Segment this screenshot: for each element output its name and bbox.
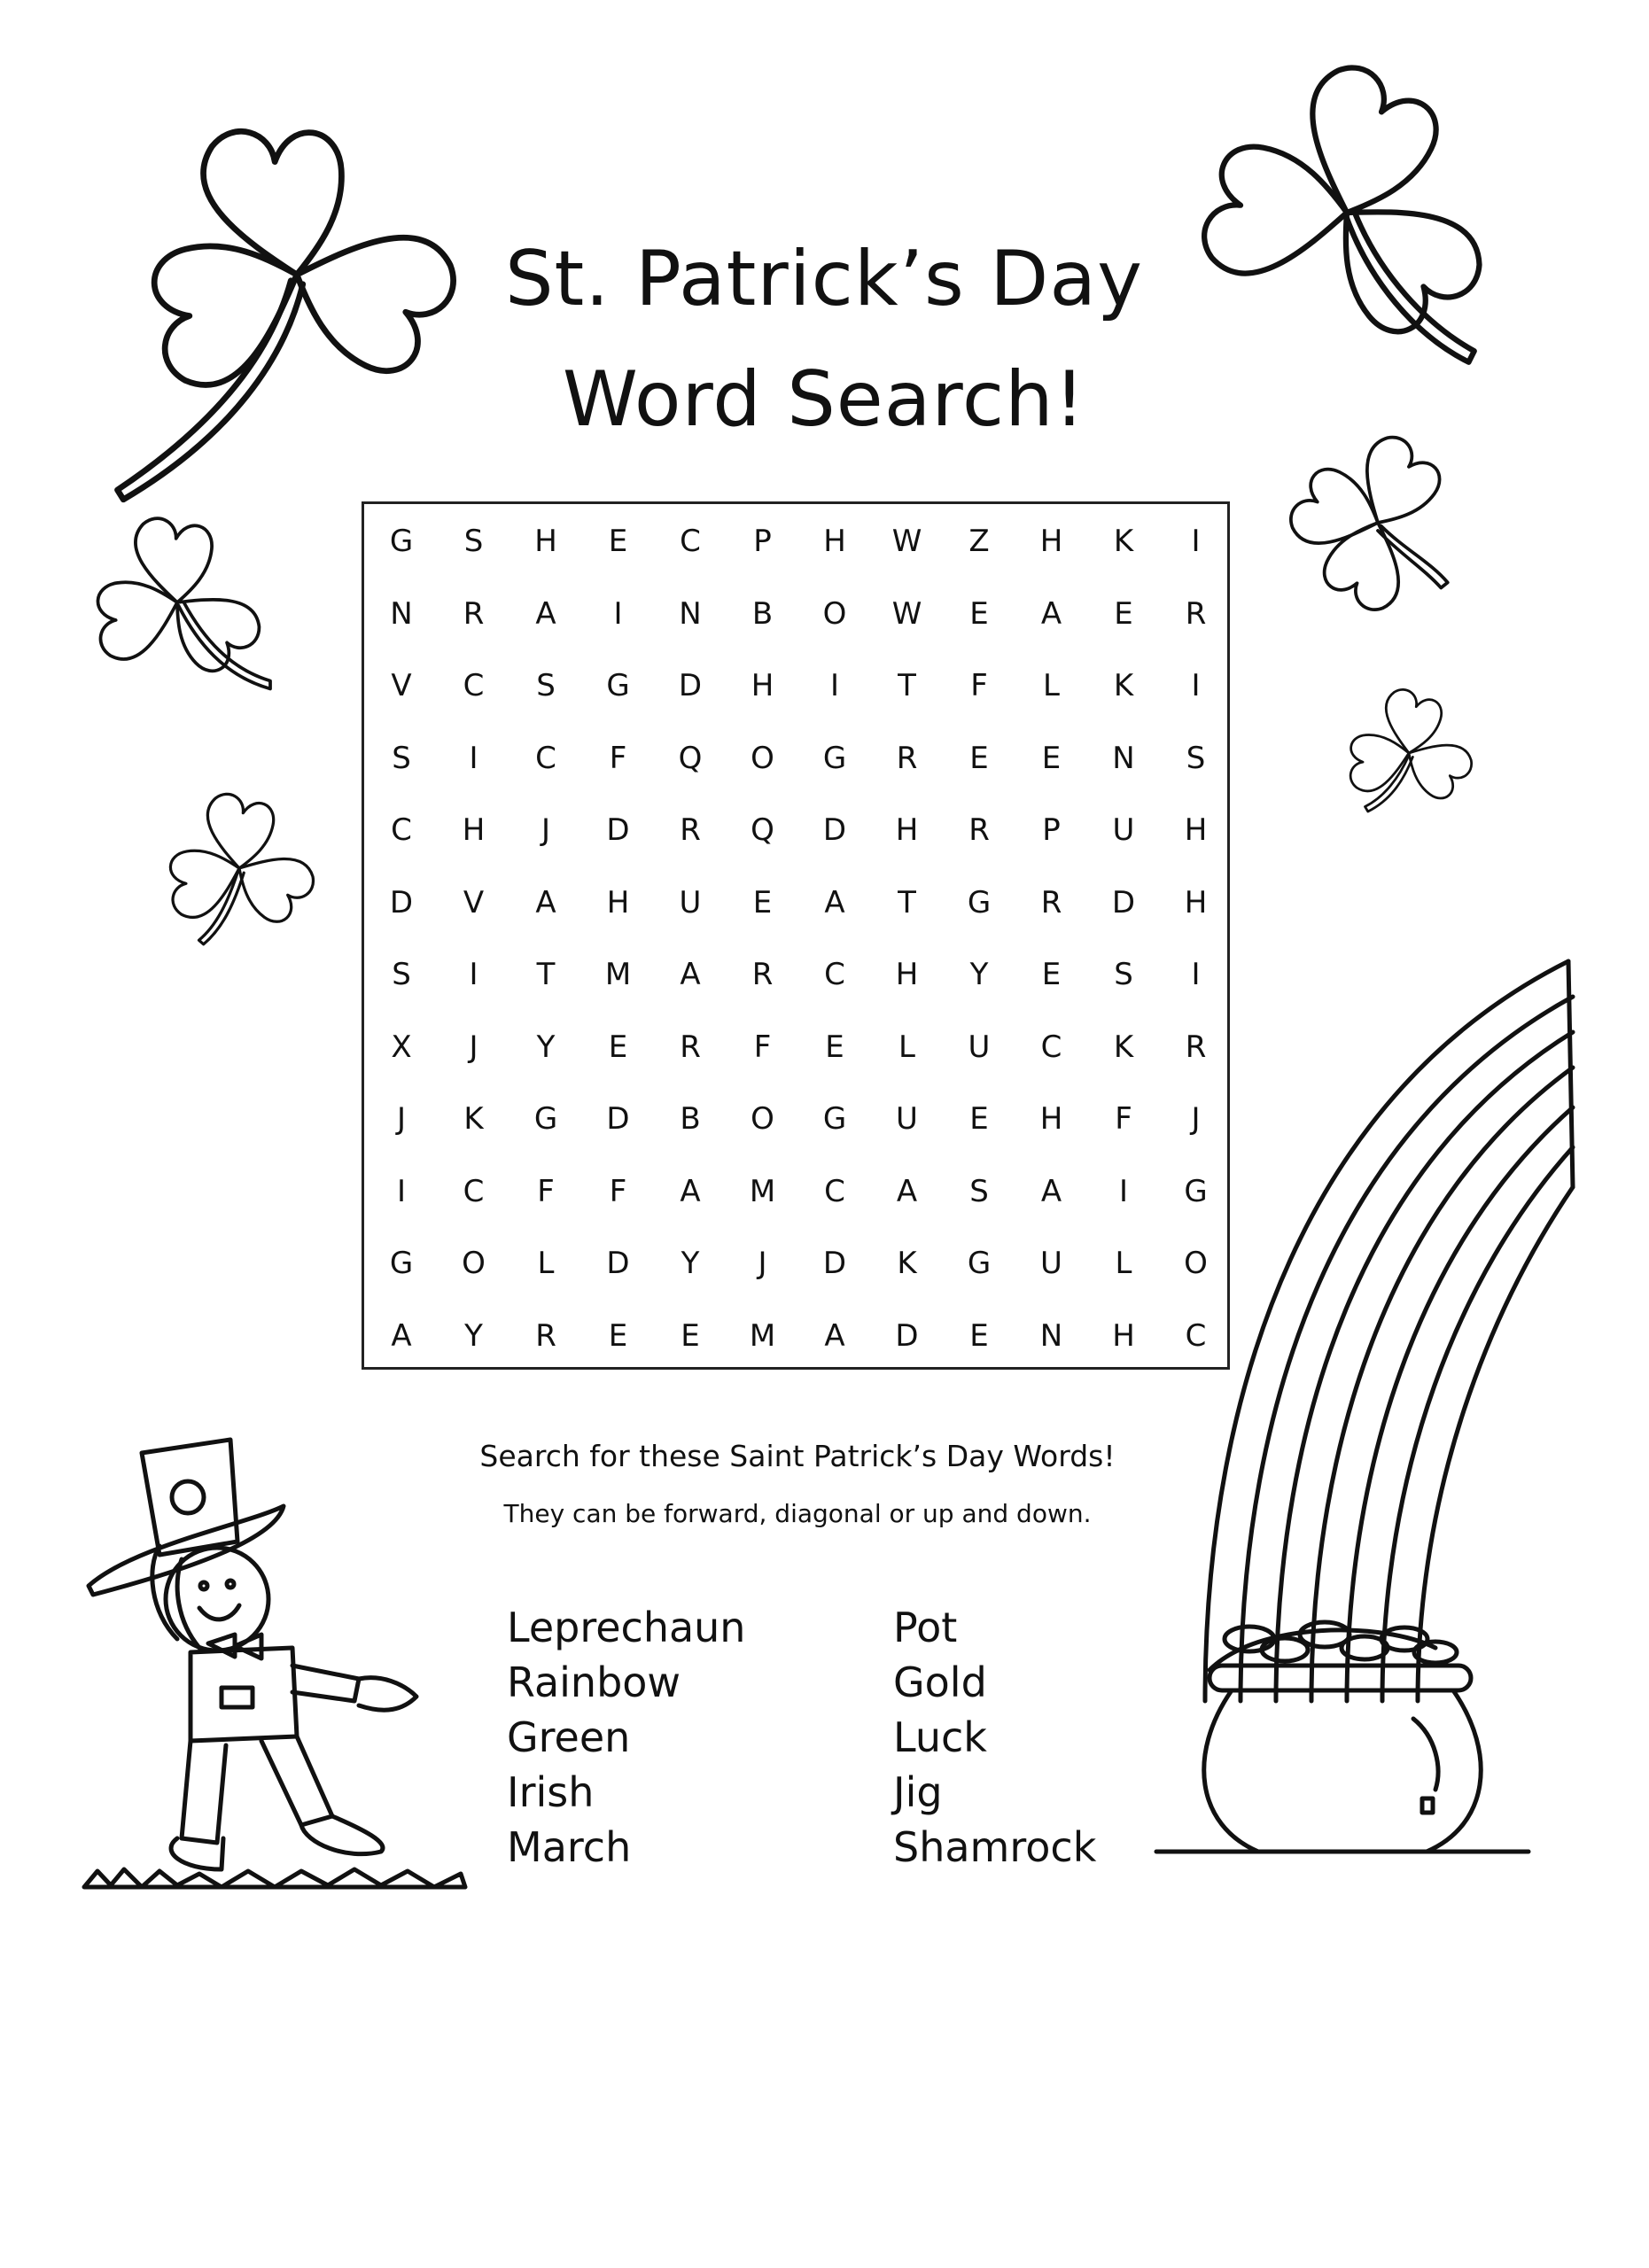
grid-row [364,1300,1227,1372]
grid-cell[interactable]: G [822,740,847,776]
grid-cell[interactable]: H [1112,1317,1135,1354]
grid-cell[interactable]: O [751,1101,774,1137]
grid-cell[interactable]: M [749,1173,776,1209]
grid-cell[interactable]: R [751,957,774,992]
grid-cell[interactable]: J [396,1101,407,1137]
grid-row [364,794,1227,866]
grid-cell[interactable]: D [895,1317,919,1354]
grid-cell[interactable]: S [1114,957,1133,992]
grid-cell[interactable]: A [824,884,845,920]
grid-cell[interactable]: I [469,740,478,776]
grid-cell[interactable]: A [824,1317,845,1354]
grid-cell[interactable]: L [537,1246,555,1281]
word-list-item: Green [507,1713,631,1761]
grid-cell[interactable]: U [1040,1246,1062,1281]
grid-cell[interactable]: D [822,1246,847,1281]
grid-cell[interactable]: C [463,668,485,703]
shamrock-icon [1287,431,1450,613]
grid-cell[interactable]: M [749,1317,776,1354]
grid-cell[interactable]: H [1184,812,1208,848]
grid-cell[interactable]: H [823,524,846,559]
shamrock-icon [80,509,270,688]
grid-cell[interactable]: N [679,595,702,632]
grid-cell[interactable]: G [389,1246,414,1281]
grid-cell[interactable]: B [680,1101,701,1137]
grid-cell[interactable]: E [681,1317,700,1354]
grid-cell[interactable]: G [967,1246,992,1281]
word-search-grid [362,501,1230,1370]
grid-cell[interactable]: V [391,668,412,703]
grid-cell[interactable]: E [608,1029,628,1065]
grid-cell[interactable]: N [390,595,413,632]
grid-cell[interactable]: J [758,1246,767,1281]
grid-cell[interactable]: E [1041,740,1062,776]
grid-cell[interactable]: D [389,884,414,920]
shamrock-icon [118,101,461,500]
grid-cell[interactable]: C [391,812,412,848]
grid-cell[interactable]: Z [968,524,990,559]
grid-cell[interactable]: Y [681,1246,700,1281]
grid-cell[interactable]: A [1040,1173,1062,1209]
grid-cell[interactable]: G [389,524,414,559]
title-line-2: Word Search! [562,355,1086,444]
grid-cell[interactable]: C [824,957,845,992]
grid-cell[interactable]: Q [678,740,703,776]
grid-cell[interactable]: O [751,740,774,776]
grid-cell[interactable]: X [391,1029,412,1065]
grid-cell[interactable]: T [898,884,916,920]
grid-cell[interactable]: I [1118,1173,1129,1209]
grid-cell[interactable]: D [606,1246,630,1281]
grid-cell[interactable]: B [751,595,774,632]
grid-cell[interactable]: U [1112,812,1135,848]
grid-cell[interactable]: H [895,812,919,848]
grid-cell[interactable]: E [608,524,628,559]
grid-cell[interactable]: E [1114,595,1133,632]
grid-cell[interactable]: R [1185,595,1207,632]
instructions-heading: Search for these Saint Patrick’s Day Words! [479,1439,1116,1473]
grid-cell[interactable]: E [752,884,773,920]
pot-of-gold-icon [1156,1622,1528,1852]
grid-cell[interactable]: U [896,1101,918,1137]
grid-cell[interactable]: H [1184,884,1208,920]
grid-cell[interactable]: D [1111,884,1136,920]
grid-cell[interactable]: A [535,884,556,920]
grid-cell[interactable]: C [463,1173,485,1209]
word-list-item: March [507,1823,632,1871]
grid-cell[interactable]: H [1039,1101,1063,1137]
grid-cell[interactable]: D [822,812,847,848]
grid-cell[interactable]: O [1184,1246,1208,1281]
grid-cell[interactable]: H [606,884,630,920]
grid-cell[interactable]: E [969,1317,989,1354]
grid-cell[interactable]: F [1115,1101,1132,1137]
grid-cell[interactable]: N [1112,740,1135,776]
grid-cell[interactable]: K [463,1101,484,1137]
word-list-item: Rainbow [507,1658,681,1706]
grid-cell[interactable]: S [969,1173,989,1209]
grid-cell[interactable]: L [898,1029,915,1065]
grid-cell[interactable]: J [469,1029,478,1065]
grid-cell[interactable]: J [1191,1101,1201,1137]
title-line-1: St. Patrick’s Day [504,235,1144,323]
grid-cell[interactable]: P [753,524,772,559]
grid-row [364,578,1227,650]
grid-row [364,1083,1227,1155]
grid-cell[interactable]: O [822,595,847,632]
grid-cell[interactable]: C [1185,1317,1207,1354]
grid-cell[interactable]: L [1043,668,1060,703]
grid-cell[interactable]: Q [751,812,774,848]
grid-cell[interactable]: R [968,812,990,848]
grid-cell[interactable]: H [534,524,557,559]
word-list-item: Leprechaun [507,1604,746,1651]
grid-cell[interactable]: R [680,1029,701,1065]
word-list-item: Pot [893,1604,958,1651]
grid-cell[interactable]: R [896,740,918,776]
grid-cell[interactable]: G [533,1101,558,1137]
grid-cell[interactable]: M [604,957,632,992]
grid-cell[interactable]: K [1113,524,1134,559]
grid-cell[interactable]: E [969,595,989,632]
word-list-column-2 [893,1600,1096,1875]
grid-cell[interactable]: I [1191,957,1201,992]
grid-row [364,505,1227,578]
grid-cell[interactable]: A [896,1173,918,1209]
grid-row [364,649,1227,722]
grid-cell[interactable]: A [535,595,556,632]
word-list-item: Shamrock [893,1823,1097,1871]
shamrock-icon [155,790,319,944]
grid-cell[interactable]: F [609,1173,627,1209]
grid-cell[interactable]: C [535,740,556,776]
grid-cell[interactable]: O [462,1246,486,1281]
grid-cell[interactable]: C [680,524,701,559]
grid-cell[interactable]: K [897,1246,917,1281]
grid-cell[interactable]: G [1184,1173,1208,1209]
grid-cell[interactable]: T [898,668,916,703]
grid-row [364,1227,1227,1300]
grid-cell[interactable]: G [967,884,992,920]
grid-cell[interactable]: D [606,812,630,848]
grid-cell[interactable]: E [1041,957,1062,992]
grid-cell[interactable]: C [1040,1029,1062,1065]
grid-cell[interactable]: A [1040,595,1062,632]
grid-cell[interactable]: I [1191,668,1201,703]
grid-cell[interactable]: J [541,812,551,848]
grid-cell[interactable]: P [1042,812,1061,848]
grid-cell[interactable]: W [891,595,922,632]
grid-cell[interactable]: I [1191,524,1201,559]
grid-cell[interactable]: H [462,812,486,848]
grid-cell[interactable]: E [969,1101,989,1137]
shamrock-icon [1338,689,1476,812]
word-list-item: Irish [507,1768,595,1816]
grid-cell[interactable]: T [536,957,556,992]
grid-cell[interactable]: K [1113,668,1134,703]
grid-cell[interactable]: F [537,1173,555,1209]
rainbow-icon [1205,961,1573,1701]
grid-cell[interactable]: L [1115,1246,1132,1281]
grid-cell[interactable]: C [824,1173,845,1209]
shamrock-icon [1197,62,1495,362]
grid-cell[interactable]: R [680,812,701,848]
grid-cell[interactable]: F [609,740,627,776]
word-list-column-1 [507,1600,745,1875]
word-list-item: Gold [893,1658,987,1706]
grid-cell[interactable]: E [608,1317,628,1354]
grid-cell[interactable]: F [970,668,988,703]
grid-cell[interactable]: U [679,884,702,920]
grid-cell[interactable]: N [1039,1317,1063,1354]
grid-cell[interactable]: Y [536,1029,556,1065]
grid-cell[interactable]: A [680,1173,701,1209]
grid-cell[interactable]: D [606,1101,630,1137]
word-list-item: Luck [893,1713,987,1761]
grid-cell[interactable]: U [968,1029,991,1065]
grid-cell[interactable]: I [396,1173,407,1209]
grid-row [364,938,1227,1011]
grid-cell[interactable]: S [536,668,556,703]
grid-cell[interactable]: S [392,740,411,776]
grid-cell[interactable]: V [463,884,485,920]
grid-cell[interactable]: I [613,595,623,632]
grid-cell[interactable]: H [751,668,774,703]
grid-cell[interactable]: I [829,668,840,703]
grid-cell[interactable]: H [895,957,919,992]
grid-cell[interactable]: A [680,957,701,992]
grid-cell[interactable]: K [1113,1029,1134,1065]
grid-cell[interactable]: W [891,524,922,559]
grid-row [364,1155,1227,1228]
grid-cell[interactable]: A [391,1317,412,1354]
grid-cell[interactable]: Y [464,1317,483,1354]
grid-cell[interactable]: G [606,668,630,703]
grid-cell[interactable]: R [463,595,485,632]
grid-cell[interactable]: E [969,740,989,776]
grid-cell[interactable]: Y [969,957,989,992]
grid-cell[interactable]: R [1040,884,1062,920]
instructions-detail: They can be forward, diagonal or up and down. [503,1499,1092,1528]
grid-cell[interactable]: R [535,1317,556,1354]
grid-cell[interactable]: S [463,524,484,559]
grid-row [364,722,1227,795]
grid-cell[interactable]: G [822,1101,847,1137]
grid-cell[interactable]: H [1039,524,1063,559]
grid-cell[interactable]: S [1186,740,1206,776]
word-list-item: Jig [893,1768,943,1816]
grid-cell[interactable]: F [753,1029,772,1065]
grid-cell[interactable]: R [1185,1029,1207,1065]
grid-row [364,866,1227,939]
grid-cell[interactable]: D [678,668,703,703]
grid-row [364,1011,1227,1084]
grid-cell[interactable]: I [469,957,478,992]
grid-cell[interactable]: E [825,1029,844,1065]
grid-cell[interactable]: S [392,957,411,992]
